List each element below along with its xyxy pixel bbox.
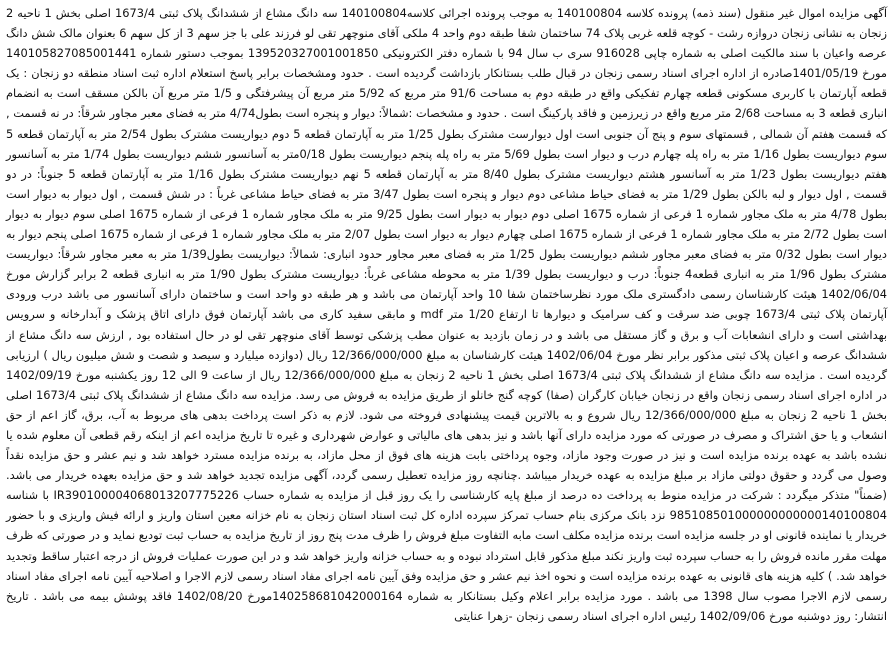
notice-body-text: آگهی مزایده اموال غیر منقول (سند ذمه) پرونده کلاسه 140100804 به موجب پرونده اجرائی کلاسه140100804 سه دانگ مشاع از ششدانگ پلاک ثبتی 1673/4 اصلی بخش 1 ناحیه 2 زنجان به نشانی زنجان دروازه رشت - کوچه قلعه غربی پلاک 74 ساختمان شفا طبقه دوم واحد 4 ملکی آقای منوچهر تقی لو فرزند علی با جز سهم 3 از کل سهم 6 بعنوان مالک شش دانگ عرصه واعیان با سند مالکیت اصلی به شماره چاپی 916028 سری ب سال 94 با شماره دفتر الکترونیکی 139520327001001850 بموجب دستور شماره 140105827085001441 مورخ 1401/05/19صادره از اداره اجرای اسناد رسمی زنجان در قبال طلب بستانکار بازداشت گردیده است . حدود ومشخصات برابر پاسخ استعلام اداره ثبت اسناد منطقه دو زنجان : یک قطعه آپارتمان با کاربری مسکونی قطعه چهارم تفکیکی واقع در طبقه دوم به مساحت 91/6 متر مربع که 5/92 متر مربع آن پیشرفتگی و 1/5 متر مربع آن بالکن مسقف است به انضمام انباری قطعه 3 به مساحت 2/68 متر مربع واقع در زیرزمین و فاقد پارکینگ است . حدود و مشخصات :شمالاً: دیوار و پنجره است بطول4/74 متر به فضای معبر مجاور شرقاً: در نه قسمت , که قسمت هفتم آن شمالی , قسمتهای سوم و پنج آن جنوبی است اول دیوارست مشترک بطول 1/25 متر به آپارتمان قطعه 5 دوم دیواریست مشترک بطول 2/54 متر به آپارتمان قطعه 5 سوم دیواریست بطول 1/16 متر به راه پله چهارم درب و دیوار است بطول 5/69 متر به راه پله پنجم دیواریست بطول 0/18متر به آسانسور ششم دیواریست بطول 1/74 متر به آسانسور هفتم دیواریست بطول 1/23 متر به آسانسور هشتم دیواریست مشترک بطول 8/40 متر به آپارتمان قطعه 5 نهم دیواریست مشترک بطول 1/16 متر به آپارتمان قطعه 5 جنوباً: در دو قسمت , اول دیوار و لبه بالکن بطول 1/29 متر به فضای حیاط مشاعی دوم دیوار و پنجره است بطول 3/47 متر به فضای حیاط مشاعی غرباً : در شش قسمت , اول دیوار به دیوار است بطول 4/78 متر به ملک مجاور شماره 1 فرعی از شماره 1675 اصلی دوم دیوار به دیوار است بطول 9/25 متر به ملک مجاور شماره 1 فرعی از شماره 1675 اصلی سوم دیوار به دیوار است بطول 2/72 متر به ملک مجاور شماره 1 فرعی از شماره 1675 اصلی چهارم دیوار به دیوار است بطول 2/07 متر به ملک مجاور شماره 1 فرعی از شماره 1675 اصلی پنجم دیوار به دیوار است بطول 0/32 متر به فضای معبر مجاور ششم دیواریست بطول 1/25 متر به فضای معبر مجاور حدود انباری: شمالاً: دیواریست بطول1/39 متر به معبر مجاور شرقاً: دیواریست مشترک بطول 1/96 متر به انباری قطعه4 جنوباً: درب و دیواریست بطول 1/39 متر به محوطه مشاعی غرباً: دیواریست مشترک بطول 1/90 متر به انباری قطعه 2 برابر گزارش مورخ 1402/06/04 هیئت کارشناسان رسمی دادگستری ملک مورد نظرساختمان شفا 10 واحد آپارتمان می باشد و هر طبقه دو واحد است و ساختمان دارای آسانسور می باشد درب ورودی آپارتمان پلاک ثبتی 1673/4 چوبی ضد سرقت و کف سرامیک و دیوارها تا ارتفاع 1/20 متر mdf و مابقی سفید کاری می باشد آپارتمان فوق دارای اتاق پزشک و آبدارخانه و سرویس بهداشتی است و دارای انشعابات آب و برق و گاز مستقل می باشد و در زمان بازدید به عنوان مطب پزشکی توسط آقای منوچهر تقی لو در حال استفاده بود , ارزش سه دانگ مشاع از ششدانگ عرصه و اعیان پلاک ثبتی مذکور برابر نظر مورخ 1402/06/04 هیئت کارشناسان به مبلغ 12/366/000/000 ریال (دوازده میلیارد و سیصد و شصت و شش میلیون ریال ) ارزیابی گردیده است . مزایده سه دانگ مشاع از ششدانگ پلاک ثبتی 1673/4 اصلی بخش 1 ناحیه 2 زنجان به مبلغ 12/366/000/000 ریال از ساعت 9 الی 12 روز یکشنبه مورخ 1402/09/19 در اداره اجرای اسناد رسمی زنجان واقع در زنجان خیابان کارگران (صفا) کوچه گنج خانلو از طریق مزایده به فروش می رسد. مزایده سه دانگ مشاع از ششدانگ پلاک ثبتی 1673/4 اصلی بخش 1 ناحیه 2 زنجان به مبلغ 12/366/000/000 ریال شروع و به بالاترین قیمت پیشنهادی فروخته می شود. لازم به ذکر است پرداخت بدهی های مربوط به آب، برق، گاز اعم از حق انشعاب و یا حق اشتراک و مصرف در صورتی که مورد مزایده دارای آنها باشد و نیز بدهی های مالیاتی و عوارض شهرداری و غیره تا تاریخ مزایده اعم از اینکه رقم قطعی آن معلوم شده یا نشده باشد به عهده برنده مزایده است و نیز در صورت وجود مازاد، وجوه پرداختی بابت هزینه های فوق از محل مازاد، به برنده مزایده مسترد خواهد شد و نیم عشر و حق مزایده نقداً وصول می گردد و حقوق دولتی مازاد بر مبلغ مزایده به عهده خریدار میباشد .چنانچه روز مزایده تعطیل رسمی گردد، آگهی مزایده تجدید خواهد شد و حق مزایده بعهده خریدار می باشد. (ضمناً" متذکر میگردد : شرکت در مزایده منوط به پرداخت ده درصد از مبلغ پایه کارشناسی را یک روز قبل از مزایده به شماره حساب IR390100004068013207775226 با شناسه 985108501000000000000140100804 نزد بانک مرکزی بنام حساب تمرکز سپرده اداره کل ثبت اسناد استان زنجان به نام خزانه معین استان واریز و ارائه فیش واریزی و با حضور خریدار یا نماینده قانونی او در جلسه مزایده است برنده مزایده مکلف است مابه التفاوت مبلغ فروش را ظرف مدت پنج روز از تاریخ مزایده به حساب ثبت تودیع نماید و در صورتی که ظرف مهلت مقرر مانده فروش را به حساب سپرده ثبت واریز نکند مبلغ مذکور قابل استرداد نبوده و به حساب خزانه واریز خواهد شد و در این صورت عملیات فروش از درجه اعتبار ساقط وتجدید خواهد شد. ) کلیه هزینه های قانونی به عهده برنده مزایده است و نحوه اخذ نیم عشر و حق مزایده وفق آیین نامه اجرای مفاد اسناد رسمی لازم الاجرا و اصلاحیه آیین نامه اجرای مفاد اسناد رسمی لازم الاجرا مصوب سال 1398 می باشد . مورد مزایده برابر اعلام وکیل بستانکار به شماره 140258681042000164مورخ 1402/08/20 فاقد پوشش بیمه می باشد . تاریخ انتشار: روز دوشنبه مورخ 1402/09/06 رئیس اداره اجرای اسناد رسمی زنجان -زهرا عنایتی (6, 6, 888, 623)
